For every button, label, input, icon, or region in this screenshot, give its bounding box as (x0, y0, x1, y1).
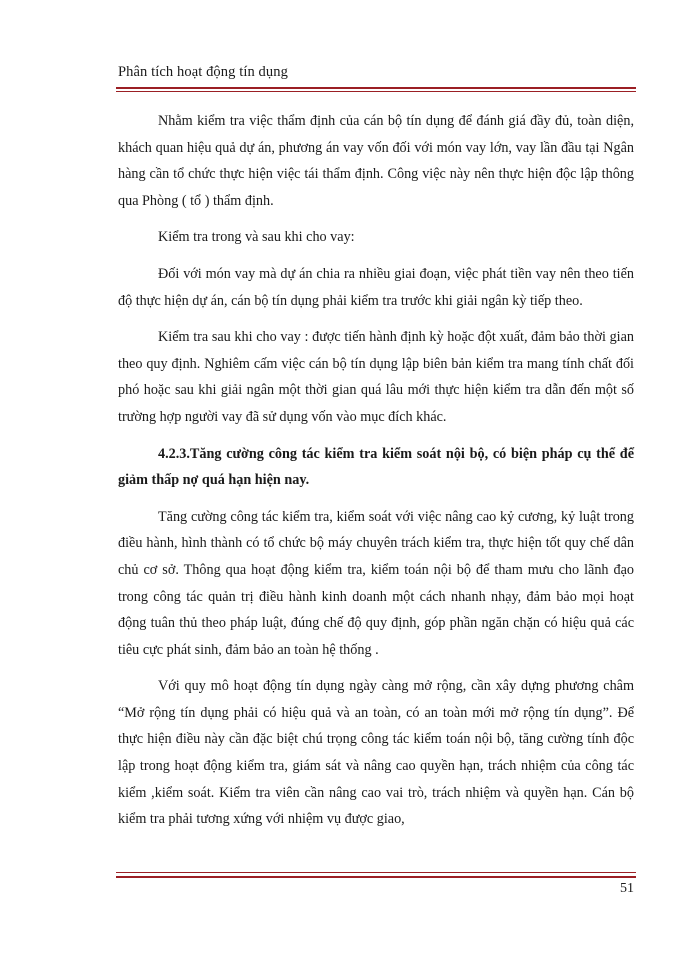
running-header-title: Phân tích hoạt động tín dụng (118, 64, 288, 80)
paragraph: Tăng cường công tác kiểm tra, kiểm soát với việc nâng cao kỷ cương, kỷ luật trong điều hành, hình thành có tổ chức bộ máy chuyên trách kiểm tra, thực hiện tốt quy chế dân chủ cơ sở. Thông qua hoạt động kiểm tra, kiểm toán nội bộ để tham mưu cho lãnh đạo trong công tác quản trị điều hành kinh doanh một cách nhanh nhạy, đảm bảo mọi hoạt động tuân thủ theo pháp luật, đúng chế độ quy định, góp phần ngăn chặn có hiệu quả các tiêu cực phát sinh, đảm bảo an toàn hệ thống . (118, 508, 634, 658)
body-text (118, 108, 634, 843)
footer-rule-thick (116, 876, 636, 878)
page-number: 51 (620, 881, 634, 896)
paragraph: Đối với món vay mà dự án chia ra nhiều giai đoạn, việc phát tiền vay nên theo tiến độ thực hiện dự án, cán bộ tín dụng phải kiểm tra trước khi giải ngân kỳ tiếp theo. (118, 265, 634, 309)
header-rule-thin (116, 91, 636, 92)
paragraph: Với quy mô hoạt động tín dụng ngày càng mở rộng, cần xây dựng phương châm “Mở rộng tín dụng phải có hiệu quả và an toàn, có an toàn mới mở rộng tín dụng”. Để thực hiện điều này cần đặc biệt chú trọng công tác kiểm toán nội bộ, tăng cường tính độc lập trong hoạt động kiểm tra, giám sát và nâng cao quyền hạn, trách nhiệm của công tác kiểm ,kiểm soát. Kiểm tra viên cần nâng cao vai trò, trách nhiệm và quyền hạn. Cán bộ kiểm tra phải tương xứng với nhiệm vụ được giao, (118, 678, 634, 828)
paragraph: Kiểm tra sau khi cho vay : được tiến hành định kỳ hoặc đột xuất, đảm bảo thời gian theo quy định. Nghiêm cấm việc cán bộ tín dụng lập biên bản kiểm tra mang tính chất đối phó hoặc sau khi giải ngân một thời gian quá lâu mới thực hiện kiểm tra dẫn đến một số trường hợp người vay đã sử dụng vốn vào mục đích khác. (118, 329, 634, 425)
paragraph: Nhằm kiểm tra việc thẩm định của cán bộ tín dụng để đánh giá đầy đủ, toàn diện, khách quan hiệu quả dự án, phương án vay vốn đối với món vay lớn, vay lần đầu tại Ngân hàng cần tổ chức thực hiện việc tái thẩm định. Công việc này nên thực hiện độc lập thông qua Phòng ( tổ ) thẩm định. (118, 113, 634, 209)
footer-rule-thin (116, 872, 636, 873)
paragraph: Kiểm tra trong và sau khi cho vay: (158, 229, 355, 246)
header-rule-thick (116, 87, 636, 89)
section-heading: 4.2.3.Tăng cường công tác kiểm tra kiểm soát nội bộ, có biện pháp cụ thể để giảm thấp nợ quá hạn hiện nay. (118, 445, 634, 489)
